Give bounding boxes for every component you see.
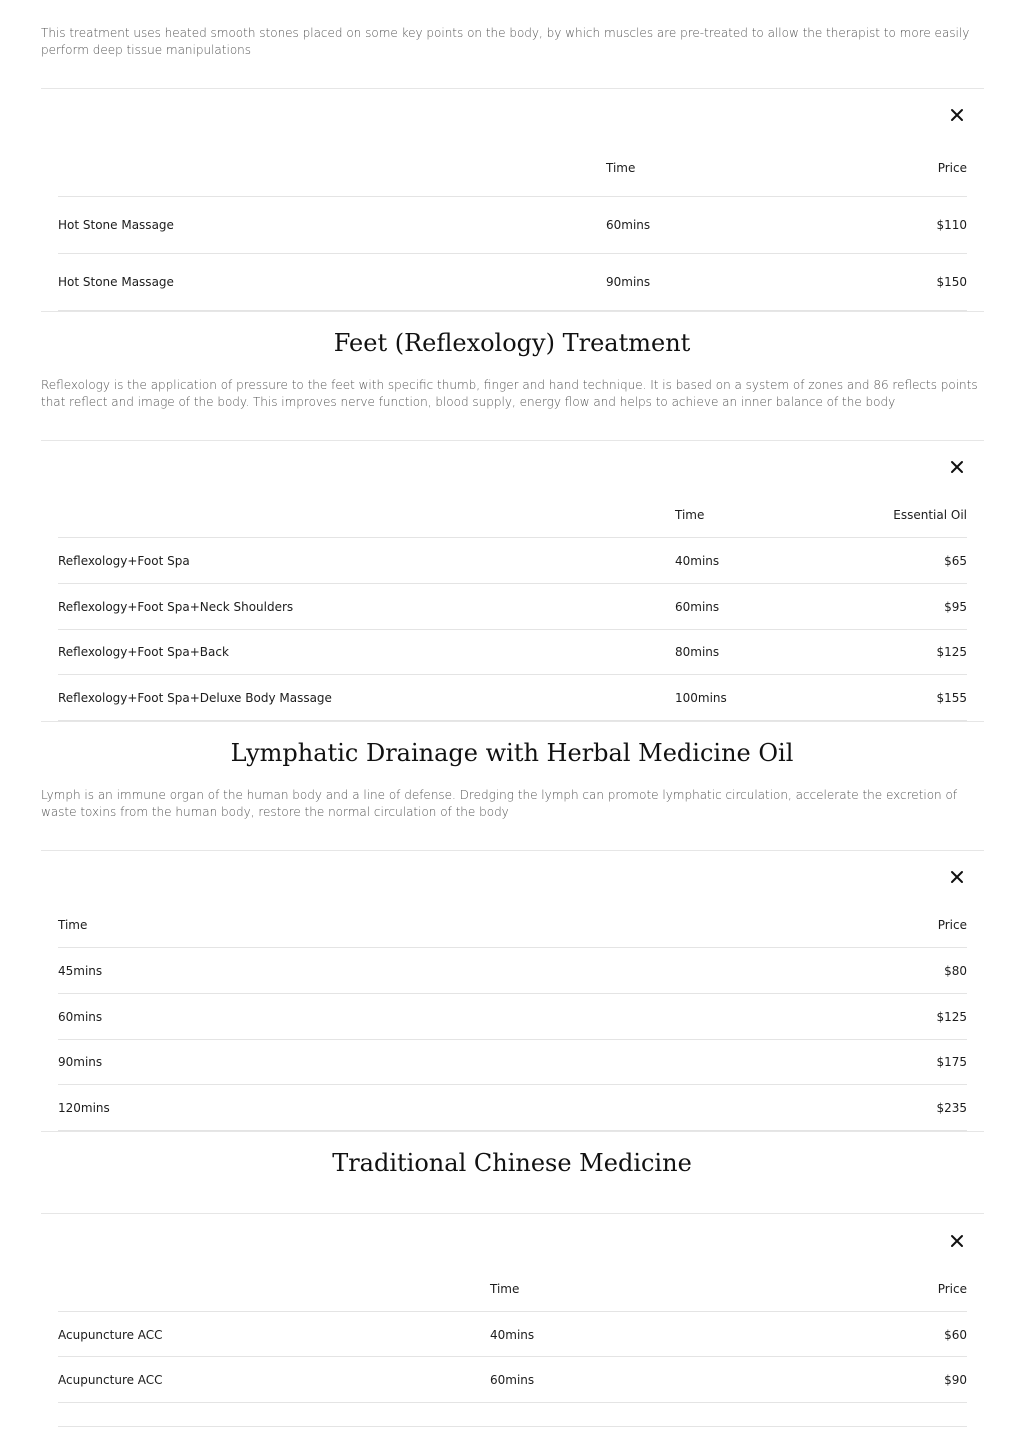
table-row-name: Acupuncture ACC	[58, 1328, 163, 1342]
row-divider	[58, 583, 967, 584]
divider	[41, 440, 984, 441]
divider	[41, 1131, 984, 1132]
table-row-price: $110	[936, 218, 967, 232]
row-divider	[58, 1356, 967, 1357]
section-title-lymphatic: Lymphatic Drainage with Herbal Medicine Oil	[230, 739, 794, 767]
table-row-time: 80mins	[675, 645, 720, 659]
row-divider	[58, 537, 967, 538]
hot-stone-description: This treatment uses heated smooth stones placed on some key points on the body, by which muscles are pre-treated to allow the therapist to more easily perform deep tissue manipulations	[41, 26, 970, 57]
column-header-essential-oil: Essential Oil	[893, 508, 967, 522]
close-icon[interactable]	[950, 108, 964, 122]
table-row-price: $125	[936, 645, 967, 659]
table-row-time: 60mins	[606, 218, 651, 232]
table-row-price: $235	[936, 1101, 967, 1115]
section-title-tcm: Traditional Chinese Medicine	[332, 1149, 692, 1177]
row-divider	[58, 1084, 967, 1085]
table-row-price: $150	[936, 275, 967, 289]
column-header-time: Time	[490, 1282, 520, 1296]
column-header-price: Price	[937, 918, 967, 932]
section-title-reflexology: Feet (Reflexology) Treatment	[333, 329, 691, 357]
row-divider	[58, 674, 967, 675]
table-row-time: 90mins	[606, 275, 651, 289]
divider	[41, 850, 984, 851]
table-row-price: $95	[944, 600, 967, 614]
row-divider	[58, 1039, 967, 1040]
table-row-name: Reflexology+Foot Spa	[58, 554, 190, 568]
table-row-name: Reflexology+Foot Spa+Back	[58, 645, 229, 659]
table-row-time: 45mins	[58, 964, 103, 978]
divider	[41, 721, 984, 722]
row-divider	[58, 993, 967, 994]
row-divider	[58, 196, 967, 197]
column-header-time: Time	[58, 918, 88, 932]
reflexology-description: Reflexology is the application of pressure to the feet with specific thumb, finger and hand technique. It is based on a system of zones and 86 reflects points that reflect and image of the body. This improves nerve function, blood supply, energy flow and helps to achieve an inner balance of the body	[41, 378, 978, 409]
row-divider	[58, 1426, 967, 1427]
divider	[41, 311, 984, 312]
table-row-name: Hot Stone Massage	[58, 218, 174, 232]
table-row-price: $175	[936, 1055, 967, 1069]
row-divider	[58, 1402, 967, 1403]
table-row-name: Reflexology+Foot Spa+Neck Shoulders	[58, 600, 294, 614]
row-divider	[58, 947, 967, 948]
column-header-time: Time	[606, 161, 636, 175]
table-row-time: 60mins	[490, 1373, 535, 1387]
table-row-price: $60	[944, 1328, 967, 1342]
row-divider	[58, 253, 967, 254]
table-row-time: 120mins	[58, 1101, 110, 1115]
table-row-price: $90	[944, 1373, 967, 1387]
table-row-time: 40mins	[490, 1328, 535, 1342]
table-row-price: $65	[944, 554, 967, 568]
lymphatic-description: Lymph is an immune organ of the human body and a line of defense. Dredging the lymph can promote lymphatic circulation, accelerate the excretion of waste toxins from the human body, restore the normal circulation of the body	[41, 788, 958, 819]
close-icon[interactable]	[950, 460, 964, 474]
column-header-time: Time	[675, 508, 705, 522]
close-icon[interactable]	[950, 870, 964, 884]
table-row-name: Reflexology+Foot Spa+Deluxe Body Massage	[58, 691, 332, 705]
column-header-price: Price	[937, 1282, 967, 1296]
table-row-name: Acupuncture ACC	[58, 1373, 163, 1387]
column-header-price: Price	[937, 161, 967, 175]
close-icon[interactable]	[950, 1234, 964, 1248]
table-row-price: $80	[944, 964, 967, 978]
row-divider	[58, 629, 967, 630]
table-row-time: 40mins	[675, 554, 720, 568]
divider	[41, 1213, 984, 1214]
table-row-price: $155	[936, 691, 967, 705]
row-divider	[58, 1311, 967, 1312]
table-row-price: $125	[936, 1010, 967, 1024]
table-row-name: Hot Stone Massage	[58, 275, 174, 289]
table-row-time: 90mins	[58, 1055, 103, 1069]
table-row-time: 60mins	[58, 1010, 103, 1024]
divider	[41, 88, 984, 89]
table-row-time: 100mins	[675, 691, 727, 705]
table-row-time: 60mins	[675, 600, 720, 614]
